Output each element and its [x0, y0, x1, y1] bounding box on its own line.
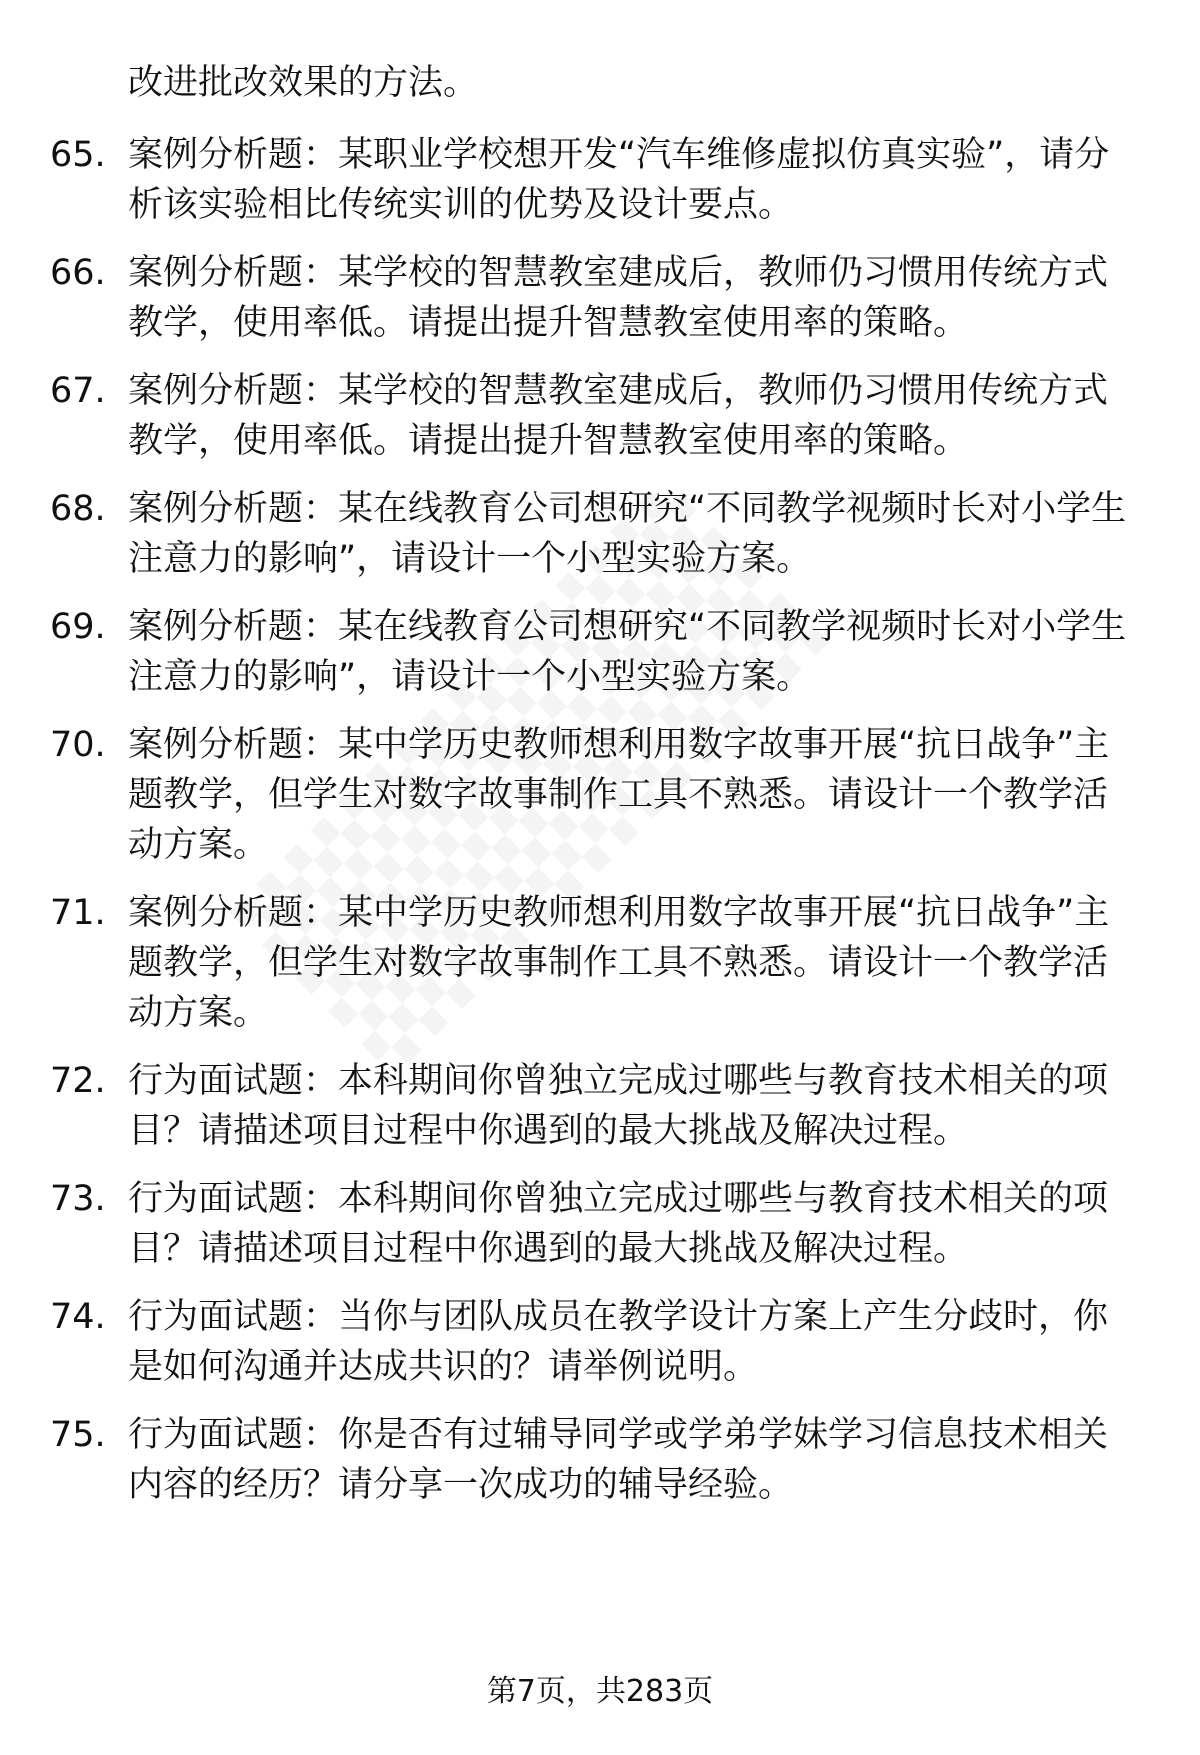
- question-text: 案例分析题：某在线教育公司想研究“不同教学视频时长对小学生注意力的影响”，请设计一个小型实验方案。: [128, 489, 1127, 579]
- question-text: 行为面试题：当你与团队成员在教学设计方案上产生分歧时，你是如何沟通并达成共识的？请举例说明。: [128, 1297, 1109, 1387]
- question-item: [50, 1174, 1140, 1274]
- continued-text: 改进批改效果的方法。: [128, 63, 479, 103]
- question-item: [50, 1056, 1140, 1156]
- question-item: [50, 130, 1140, 230]
- question-number: 68.: [50, 489, 106, 529]
- page-number-footer: 第7页，共283页: [486, 1674, 714, 1709]
- question-item: [50, 366, 1140, 466]
- question-text: 案例分析题：某中学历史教师想利用数字故事开展“抗日战争”主题教学，但学生对数字故事制作工具不熟悉。请设计一个教学活动方案。: [128, 725, 1110, 865]
- question-text: 行为面试题：你是否有过辅导同学或学弟学妹学习信息技术相关内容的经历？请分享一次成功的辅导经验。: [128, 1415, 1109, 1505]
- question-text: 行为面试题：本科期间你曾独立完成过哪些与教育技术相关的项目？请描述项目过程中你遇到的最大挑战及解决过程。: [128, 1061, 1109, 1151]
- question-text: 行为面试题：本科期间你曾独立完成过哪些与教育技术相关的项目？请描述项目过程中你遇到的最大挑战及解决过程。: [128, 1179, 1109, 1269]
- question-item: [50, 602, 1140, 702]
- question-number: 66.: [50, 253, 106, 293]
- question-item: [50, 1292, 1140, 1392]
- question-text: 案例分析题：某学校的智慧教室建成后，教师仍习惯用传统方式教学，使用率低。请提出提升智慧教室使用率的策略。: [128, 253, 1109, 343]
- question-number: 74.: [50, 1297, 106, 1337]
- question-number: 70.: [50, 725, 106, 765]
- question-text: 案例分析题：某学校的智慧教室建成后，教师仍习惯用传统方式教学，使用率低。请提出提升智慧教室使用率的策略。: [128, 371, 1109, 461]
- question-item: [50, 484, 1140, 584]
- question-item: [50, 720, 1140, 870]
- question-number: 72.: [50, 1061, 106, 1101]
- question-number: 69.: [50, 607, 106, 647]
- question-item: [50, 888, 1140, 1038]
- question-text: 案例分析题：某中学历史教师想利用数字故事开展“抗日战争”主题教学，但学生对数字故事制作工具不熟悉。请设计一个教学活动方案。: [128, 893, 1110, 1033]
- question-number: 71.: [50, 893, 106, 933]
- question-number: 75.: [50, 1415, 106, 1455]
- question-number: 67.: [50, 371, 106, 411]
- question-text: 案例分析题：某在线教育公司想研究“不同教学视频时长对小学生注意力的影响”，请设计一个小型实验方案。: [128, 607, 1127, 697]
- question-number: 65.: [50, 135, 106, 175]
- question-item: [50, 248, 1140, 348]
- question-number: 73.: [50, 1179, 106, 1219]
- question-text: 案例分析题：某职业学校想开发“汽车维修虚拟仿真实验”，请分析该实验相比传统实训的优势及设计要点。: [128, 135, 1110, 225]
- question-item: [50, 1410, 1140, 1510]
